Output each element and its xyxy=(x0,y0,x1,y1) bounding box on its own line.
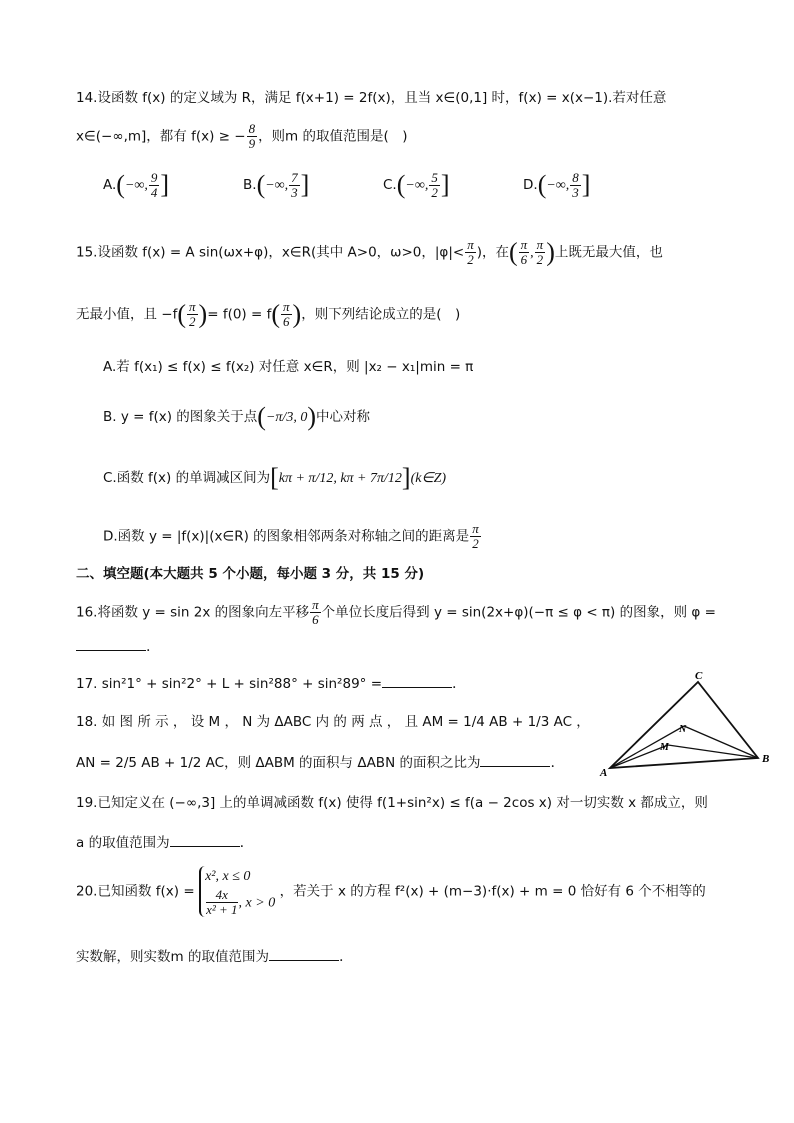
q19-line2: a 的取值范围为 . xyxy=(76,832,726,853)
section-fill-in-title: 二、填空题(本大题共 5 个小题，每小题 3 分，共 15 分) xyxy=(76,566,425,582)
q16-line1: 16.将函数 y = sin 2x 的图象向左平移 $\frac{\pi}{6}$ 个单位长度后得到 y = sin(2x+φ)(−π ≤ φ < π) 的图象，则 φ = xyxy=(76,597,716,627)
q20-line2: 实数解，则实数m 的取值范围为 . xyxy=(76,946,726,967)
q17-answer-blank[interactable] xyxy=(382,673,452,688)
q18-line2: AN = 2/5 AB + 1/2 AC，则 ΔABM 的面积与 ΔABN 的面积之比为 . xyxy=(76,752,596,773)
q20-line1: 20.已知函数 f(x) = x², x ≤ 0 $\frac{4x}{\text{x² + 1}}$ , x > 0 ，若关于 x 的方程 f²(x) + (m−3)·f(x) + m = 0 恰好有 6 个不相等的 xyxy=(76,866,726,917)
q14-option-c: C.(−∞, $\frac{5}{2}$ ] xyxy=(383,169,450,200)
q14-option-a: A.(−∞, $\frac{9}{4}$ ] xyxy=(103,169,170,200)
q15-option-c: C.函数 f(x) 的单调减区间为[kπ + π/12, kπ + 7π/12](k∈Z) xyxy=(103,463,447,492)
q14-line1: 14.设函数 f(x) 的定义域为 R，满足 f(x+1) = 2f(x)，且当 x∈(0,1] 时，f(x) = x(x−1).若对任意 xyxy=(76,90,667,106)
label-b: B xyxy=(762,753,770,765)
q14-option-b: B.(−∞, $\frac{7}{3}$ ] xyxy=(243,169,310,200)
q19-line1: 19.已知定义在 (−∞,3] 上的单调减函数 f(x) 使得 f(1+sin²x) ≤ f(a − 2cos x) 对一切实数 x 都成立，则 xyxy=(76,795,708,811)
q15-line2: 无最小值，且 −f( $\frac{\pi}{2}$ )= f(0) = f( $\frac{\pi}{6}$ )，则下列结论成立的是( ) xyxy=(76,299,461,329)
q18-answer-blank[interactable] xyxy=(480,752,550,767)
q20-piecewise: x², x ≤ 0 $\frac{4x}{\text{x² + 1}}$ , x > 0 xyxy=(199,866,275,917)
q14-line2: x∈(−∞,m]，都有 f(x) ≥ − $\frac{8}{9}$ ，则m 的取值范围是( ) xyxy=(76,121,408,151)
triangle-figure xyxy=(596,668,776,780)
q20-answer-blank[interactable] xyxy=(269,946,339,961)
q16-answer-blank[interactable]: . xyxy=(76,636,726,657)
label-n: N xyxy=(679,724,687,735)
q15-line1: 15.设函数 f(x) = A sin(ωx+φ)，x∈R(其中 A>0，ω>0，|φ|< $\frac{\pi}{2}$ )，在( $\frac{\pi}{6}$ , $\frac{\pi}{2}$ )上既无最大值，也 xyxy=(76,237,663,267)
q14-option-d: D.(−∞, $\frac{8}{3}$ ] xyxy=(523,169,591,200)
q15-option-a: A.若 f(x₁) ≤ f(x) ≤ f(x₂) 对任意 x∈R，则 |x₂ − x₁|min = π xyxy=(103,359,474,375)
label-c: C xyxy=(695,670,703,682)
q19-answer-blank[interactable] xyxy=(170,832,240,847)
q15-option-d: D.函数 y = |f(x)|(x∈R) 的图象相邻两条对称轴之间的距离是 $\frac{\pi}{2}$ xyxy=(103,521,479,551)
q18-line1: 18. 如 图 所 示 ， 设 M ， N 为 ΔABC 内 的 两 点 ， 且 AM = 1/4 AB + 1/3 AC ， xyxy=(76,714,590,730)
label-m: M xyxy=(660,742,669,753)
q15-option-b: B. y = f(x) 的图象关于点(−π/3, 0)中心对称 xyxy=(103,402,370,431)
q17-line: 17. sin²1° + sin²2° + L + sin²88° + sin²89° = . xyxy=(76,673,726,694)
label-a: A xyxy=(600,767,608,779)
